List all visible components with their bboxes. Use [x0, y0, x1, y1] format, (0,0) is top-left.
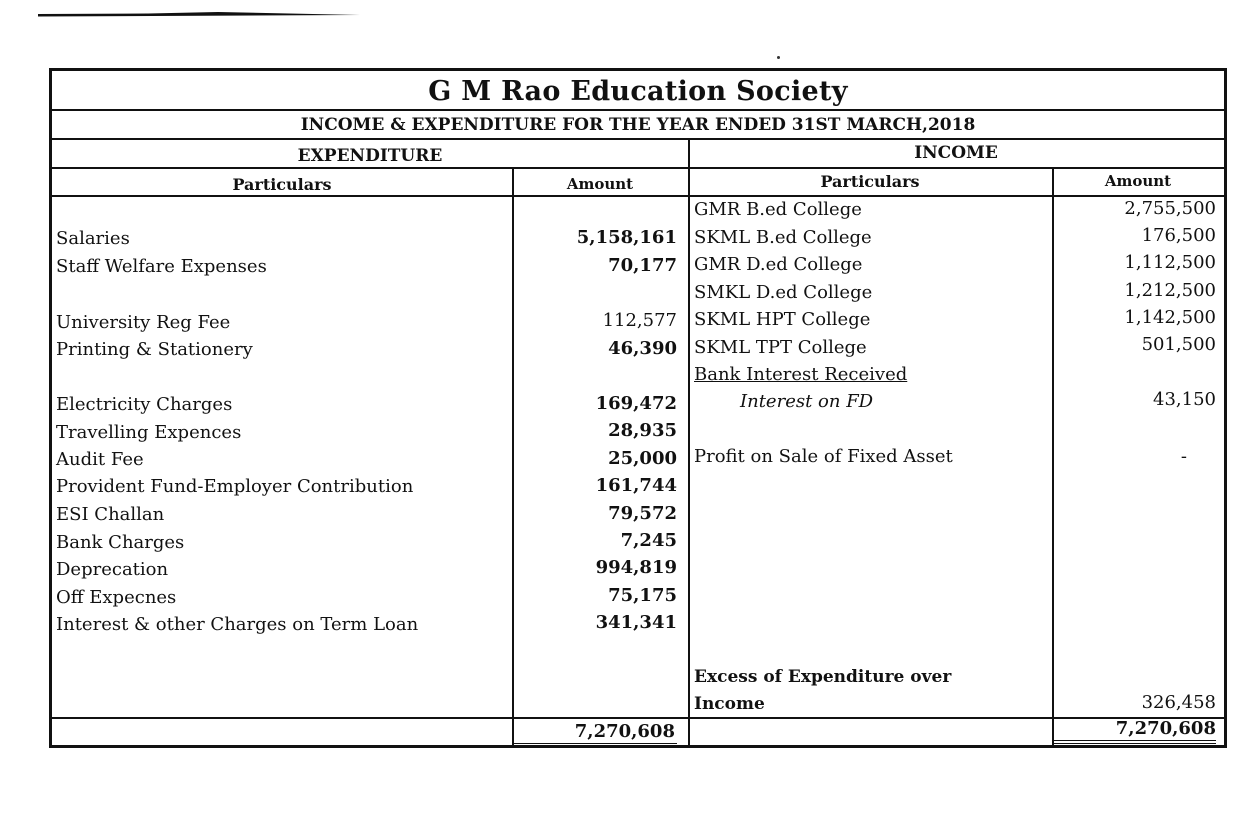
inc-amount-header: Amount — [1104, 172, 1172, 190]
rule-under-column-heads — [52, 195, 1224, 197]
exp-row-amount: 25,000 — [608, 448, 677, 469]
income-total: 7,270,608 — [1054, 718, 1216, 744]
exp-row-label: ESI Challan — [56, 504, 165, 525]
exp-row-label: Staff Welfare Expenses — [56, 256, 267, 277]
exp-row-amount: 161,744 — [595, 475, 677, 496]
income-expenditure-statement — [49, 68, 1227, 748]
exp-row-label: Travelling Expences — [56, 422, 242, 443]
inc-row-label: SKML HPT College — [694, 309, 871, 330]
divider-inc-amount — [1052, 167, 1054, 745]
rule-under-title — [52, 109, 1224, 111]
inc-row-label: Interest on FD — [740, 391, 874, 412]
exp-row-label: Electricity Charges — [56, 394, 233, 415]
inc-row-label: Bank Interest Received — [694, 364, 908, 385]
expenditure-heading: EXPENDITURE — [297, 146, 443, 166]
organization-title: G M Rao Education Society — [428, 76, 848, 107]
scan-speck — [777, 56, 780, 59]
exp-row-label: Audit Fee — [56, 449, 144, 470]
divider-exp-amount — [512, 167, 514, 745]
exp-row-label: Off Expecnes — [56, 587, 177, 608]
divider-exp-inc — [688, 138, 690, 745]
inc-row-amount: 2,755,500 — [1124, 198, 1216, 219]
inc-row-label: GMR B.ed College — [694, 199, 862, 220]
exp-row-label: Printing & Stationery — [56, 339, 253, 360]
exp-row-amount: 5,158,161 — [576, 227, 677, 248]
exp-row-amount: 112,577 — [602, 310, 677, 331]
expenditure-total: 7,270,608 — [514, 721, 677, 747]
exp-row-amount: 7,245 — [620, 530, 677, 551]
inc-row-label: Excess of Expenditure over — [694, 667, 952, 687]
exp-row-amount: 70,177 — [608, 255, 677, 276]
rule-under-subtitle — [52, 138, 1224, 140]
rule-above-totals — [52, 717, 1224, 719]
income-heading: INCOME — [914, 143, 998, 163]
statement-subtitle: INCOME & EXPENDITURE FOR THE YEAR ENDED 31ST MARCH,2018 — [300, 115, 976, 135]
exp-row-label: Bank Charges — [56, 532, 185, 553]
scan-artifact-line — [38, 12, 360, 17]
inc-row-label: SMKL D.ed College — [694, 282, 873, 303]
inc-row-label: Profit on Sale of Fixed Asset — [694, 446, 953, 467]
exp-row-amount: 46,390 — [608, 338, 677, 359]
inc-row-amount: 1,212,500 — [1124, 280, 1216, 301]
exp-row-amount: 341,341 — [595, 612, 677, 633]
exp-row-label: Salaries — [56, 228, 130, 249]
inc-row-label: GMR D.ed College — [694, 254, 863, 275]
inc-row-amount: 1,142,500 — [1124, 307, 1216, 328]
exp-row-amount: 994,819 — [595, 557, 677, 578]
exp-amount-header: Amount — [566, 175, 634, 193]
inc-row-amount: 326,458 — [1141, 692, 1216, 713]
inc-row-label: SKML B.ed College — [694, 227, 872, 248]
exp-row-label: University Reg Fee — [56, 312, 231, 333]
inc-row-label: Income — [694, 694, 765, 714]
exp-row-label: Interest & other Charges on Term Loan — [56, 614, 419, 635]
exp-row-amount: 75,175 — [608, 585, 677, 606]
inc-row-amount: 1,112,500 — [1124, 252, 1216, 273]
rule-under-section-heads — [52, 167, 1224, 169]
exp-row-amount: 28,935 — [608, 420, 677, 441]
inc-row-amount: 176,500 — [1141, 225, 1216, 246]
exp-row-amount: 169,472 — [595, 393, 677, 414]
exp-particulars-header: Particulars — [232, 175, 332, 194]
exp-row-label: Provident Fund-Employer Contribution — [56, 476, 414, 497]
inc-row-label: SKML TPT College — [694, 337, 867, 358]
inc-row-amount: - — [1180, 446, 1187, 467]
inc-row-amount: 43,150 — [1153, 389, 1216, 410]
inc-row-amount: 501,500 — [1141, 334, 1216, 355]
inc-particulars-header: Particulars — [820, 172, 920, 191]
exp-row-amount: 79,572 — [608, 503, 677, 524]
exp-row-label: Deprecation — [56, 559, 169, 580]
